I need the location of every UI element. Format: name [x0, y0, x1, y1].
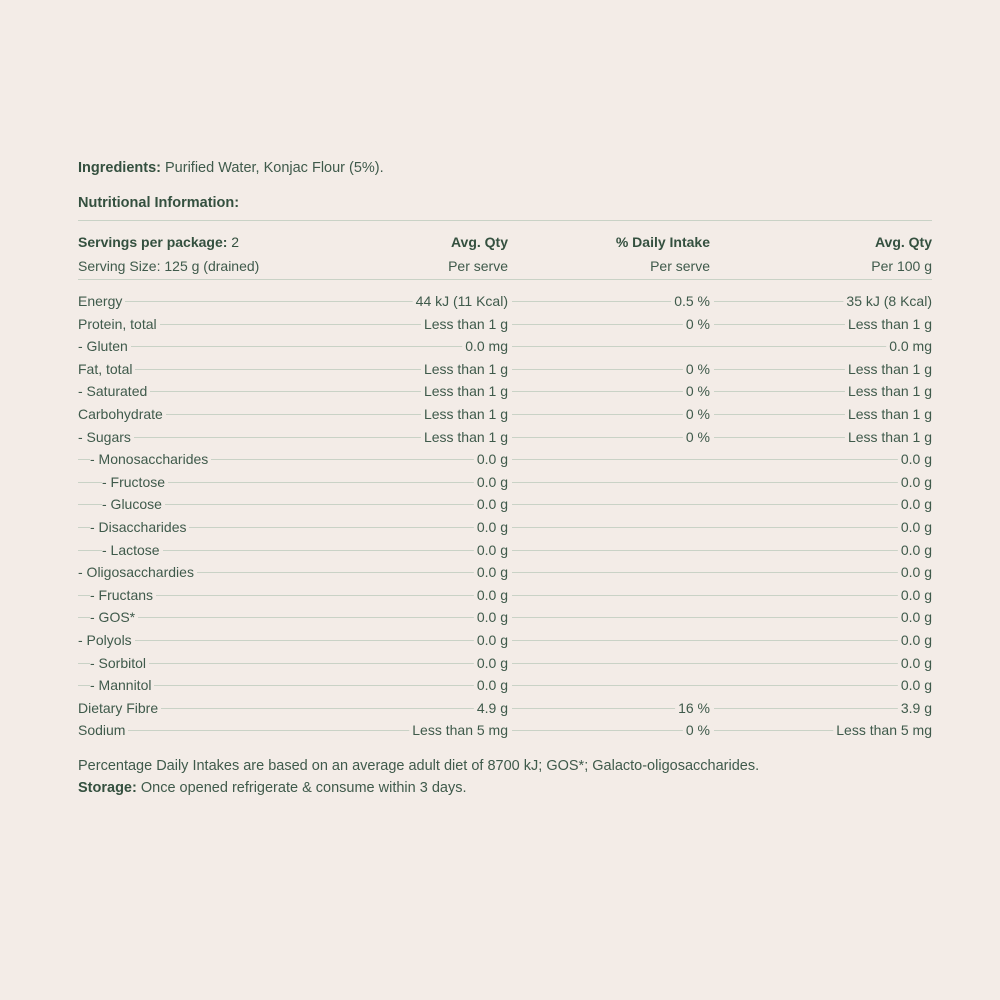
ingredients-text: Purified Water, Konjac Flour (5%). [160, 160, 384, 176]
per-100g-value: 0.0 g [898, 474, 932, 490]
nutrient-label: - GOS* [90, 609, 138, 625]
table-row [78, 652, 932, 675]
leader-line [512, 685, 932, 686]
table-row [78, 380, 932, 403]
storage-label: Storage: [78, 779, 137, 796]
servings-per-package [78, 231, 239, 253]
nutrient-label: Energy [78, 293, 125, 309]
per-100g-value: 0.0 g [898, 451, 932, 467]
footnote: Percentage Daily Intakes are based on an average adult diet of 8700 kJ; GOS*; Galacto-oligosaccharides. [78, 757, 760, 774]
per-serve-value: Less than 5 mg [409, 722, 508, 738]
table-row [78, 719, 932, 742]
header-top-rule [78, 220, 932, 221]
table-row [78, 674, 932, 697]
nutrient-label: - Gluten [78, 338, 131, 354]
storage-line [78, 778, 932, 798]
nutrient-label: - Oligosacchardies [78, 564, 197, 580]
per-100g-value: 0.0 g [898, 519, 932, 535]
daily-intake-value: 0 % [683, 406, 710, 422]
leader-line [512, 595, 932, 596]
nutrient-label: Protein, total [78, 316, 160, 332]
nutrient-label: - Polyols [78, 632, 135, 648]
leader-line [512, 346, 932, 347]
leader-line [512, 459, 932, 460]
leader-line [78, 640, 508, 641]
per-serve-value: 0.0 g [474, 632, 508, 648]
per-serve-value: 0.0 g [474, 677, 508, 693]
leader-line [512, 414, 710, 415]
leader-line [78, 346, 508, 347]
ingredients-line [78, 158, 932, 178]
leader-line [512, 482, 932, 483]
nutrient-label: - Sorbitol [90, 655, 149, 671]
nutrition-heading: Nutritional Information: [78, 195, 240, 211]
per-100g-value: 0.0 g [898, 542, 932, 558]
header-bottom-rule [78, 279, 932, 280]
per-100g-value: Less than 1 g [845, 361, 932, 377]
daily-intake-value: 0 % [683, 722, 710, 738]
per-100g-value: 0.0 g [898, 496, 932, 512]
ingredients-label: Ingredients: [78, 160, 161, 176]
leader-line [512, 437, 710, 438]
nutrient-label: - Saturated [78, 383, 150, 399]
per-serve-value: Less than 1 g [421, 316, 508, 332]
nutrient-label: - Fructans [90, 587, 156, 603]
per-serve-value: Less than 1 g [421, 429, 508, 445]
col-daily-intake-title: % Daily Intake [615, 234, 710, 250]
per-100g-value: 0.0 g [898, 564, 932, 580]
leader-line [512, 640, 932, 641]
table-header [78, 231, 932, 279]
nutrient-label: Dietary Fibre [78, 700, 161, 716]
per-serve-value: 0.0 g [474, 609, 508, 625]
table-row [78, 403, 932, 426]
nutrition-panel [78, 158, 932, 798]
daily-intake-value: 0 % [683, 316, 710, 332]
leader-line [512, 663, 932, 664]
table-row [78, 335, 932, 358]
nutrient-label: - Sugars [78, 429, 134, 445]
table-row [78, 313, 932, 336]
nutrient-label: Fat, total [78, 361, 135, 377]
leader-line [512, 617, 932, 618]
nutrient-label: - Disaccharides [90, 519, 189, 535]
table-row [78, 471, 932, 494]
per-serve-value: 0.0 g [474, 474, 508, 490]
table-row [78, 697, 932, 720]
table-row [78, 493, 932, 516]
daily-intake-value: 0.5 % [671, 293, 710, 309]
table-row [78, 584, 932, 607]
table-row [78, 629, 932, 652]
table-row [78, 448, 932, 471]
nutrient-label: Carbohydrate [78, 406, 166, 422]
leader-line [512, 504, 932, 505]
nutrient-label: Sodium [78, 722, 128, 738]
per-100g-value: 0.0 g [898, 609, 932, 625]
nutrient-label: - Monosaccharides [90, 451, 211, 467]
col-avg-qty-serve-title: Avg. Qty [450, 234, 508, 250]
nutrient-label: - Glucose [102, 496, 165, 512]
table-row [78, 426, 932, 449]
per-100g-value: Less than 1 g [845, 429, 932, 445]
leader-line [512, 550, 932, 551]
daily-intake-value: 0 % [683, 429, 710, 445]
per-serve-value: 0.0 g [474, 496, 508, 512]
col-daily-intake-sub: Per serve [650, 258, 710, 274]
nutrient-rows [78, 290, 932, 742]
nutrient-label: - Mannitol [90, 677, 154, 693]
col-avg-qty-100g-title: Avg. Qty [874, 234, 932, 250]
table-row [78, 516, 932, 539]
daily-intake-value: 16 % [675, 700, 710, 716]
per-100g-value: 0.0 g [898, 587, 932, 603]
leader-line [512, 730, 710, 731]
leader-line [512, 572, 932, 573]
per-100g-value: Less than 1 g [845, 406, 932, 422]
per-100g-value: Less than 5 mg [833, 722, 932, 738]
col-avg-qty-serve-sub: Per serve [448, 258, 508, 274]
daily-intake-value: 0 % [683, 361, 710, 377]
leader-line [512, 391, 710, 392]
table-row [78, 539, 932, 562]
servings-label: Servings per package: [78, 234, 228, 250]
per-100g-value: 3.9 g [898, 700, 932, 716]
servings-value: 2 [227, 234, 240, 250]
per-100g-value: Less than 1 g [845, 383, 932, 399]
leader-line [512, 369, 710, 370]
per-serve-value: Less than 1 g [421, 383, 508, 399]
per-serve-value: 4.9 g [474, 700, 508, 716]
per-100g-value: Less than 1 g [845, 316, 932, 332]
per-serve-value: Less than 1 g [421, 361, 508, 377]
per-serve-value: 0.0 g [474, 542, 508, 558]
table-row [78, 561, 932, 584]
col-avg-qty-100g-sub: Per 100 g [871, 258, 932, 274]
leader-line [78, 617, 508, 618]
per-serve-value: 0.0 g [474, 519, 508, 535]
leader-line [512, 527, 932, 528]
nutrient-label: - Fructose [102, 474, 168, 490]
serving-size: Serving Size: 125 g (drained) [78, 258, 260, 274]
leader-line [512, 324, 710, 325]
per-serve-value: 0.0 g [474, 451, 508, 467]
per-serve-value: 44 kJ (11 Kcal) [413, 293, 508, 309]
per-serve-value: 0.0 g [474, 655, 508, 671]
daily-intake-value: 0 % [683, 383, 710, 399]
nutrient-label: - Lactose [102, 542, 163, 558]
table-row [78, 290, 932, 313]
per-100g-value: 0.0 g [898, 677, 932, 693]
per-100g-value: 0.0 g [898, 632, 932, 648]
table-row [78, 358, 932, 381]
per-serve-value: Less than 1 g [421, 406, 508, 422]
per-serve-value: 0.0 mg [462, 338, 508, 354]
per-serve-value: 0.0 g [474, 564, 508, 580]
per-100g-value: 0.0 mg [886, 338, 932, 354]
storage-text: Once opened refrigerate & consume within 3 days. [136, 779, 467, 796]
per-serve-value: 0.0 g [474, 587, 508, 603]
table-row [78, 606, 932, 629]
per-100g-value: 35 kJ (8 Kcal) [843, 293, 932, 309]
per-100g-value: 0.0 g [898, 655, 932, 671]
